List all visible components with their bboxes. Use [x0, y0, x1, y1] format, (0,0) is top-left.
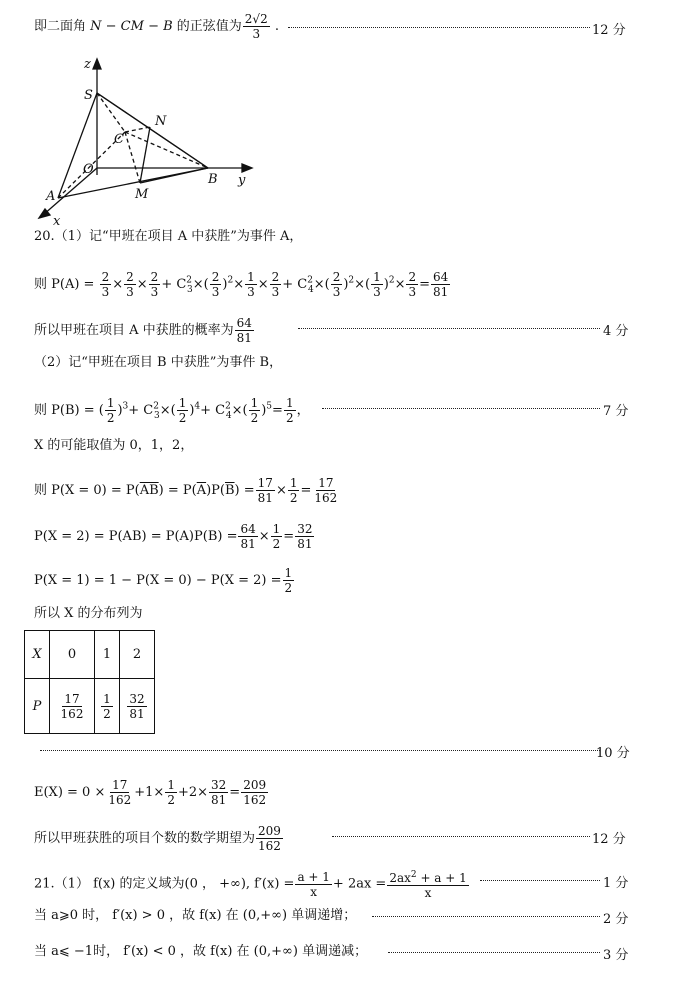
x-values: X 的可能取值为 0，1，2， — [34, 438, 194, 453]
ex-formula: E(X) = 0 × $\frac{17}{162}$ +1× $\frac{1}{2}$ +2× $\frac{32}{81}$ = $\frac{209}{162}$ — [34, 778, 267, 807]
label-C: C — [114, 132, 124, 147]
leader-dots — [388, 944, 600, 960]
label-A: A — [46, 189, 56, 204]
table-cell: 2 — [120, 631, 155, 679]
px1-formula: P(X = 1) = 1 − P(X = 0) − P(X = 2) = $\frac{1}{2}$ — [34, 566, 293, 595]
label-N: N — [155, 114, 167, 129]
score-12a: 12 分 — [592, 23, 626, 38]
table-cell: 0 — [50, 631, 95, 679]
px2-formula: P(X = 2) = P(AB) = P(A)P(B) = $\frac{64}{81}$ × $\frac{1}{2}$ = $\frac{32}{81}$ — [34, 522, 313, 551]
score-12b: 12 分 — [592, 832, 626, 847]
q20-part2: （2）记“甲班在项目 B 中获胜”为事件 B， — [34, 355, 283, 370]
leader-dots — [372, 908, 600, 924]
line-sine-value: 即二面角 N − CM − B 的正弦值为 $\frac{2√2}{3}$ . — [34, 12, 279, 41]
leader-dots — [332, 828, 590, 844]
distribution-table — [24, 630, 155, 734]
edge-CB — [125, 132, 208, 168]
table-cell: X — [25, 631, 50, 679]
leader-dots — [480, 872, 600, 888]
edge-SA — [58, 93, 97, 198]
table-cell: $\frac{1}{2}$ — [95, 679, 120, 734]
pb-formula: 则 P(B) = ( $\frac{1}{2}$ )$^3+ C^2_3\times$( $\frac{1}{2}$ )$^4+ C^2_4\times$( $\frac{1}{2}$ )$^5$= $\frac{1}{2}$ ， — [34, 396, 310, 425]
score-4: 4 分 — [603, 324, 629, 339]
edge-NM — [140, 127, 150, 183]
tetrahedron-figure — [30, 55, 260, 230]
label-O: O — [83, 162, 94, 177]
score-3: 3 分 — [603, 948, 629, 963]
label-y: y — [238, 173, 246, 188]
label-B: B — [208, 172, 218, 187]
q21-case2: 当 a⩽ −1时， f′(x) < 0 ，故 f(x) 在 (0,+∞) 单调递减； — [34, 944, 368, 959]
q21-line1: 21.（1） f(x) 的定义域为(0 ， +∞), f′(x) = $\frac{a + 1}{x}$ + 2ax = $\frac{2ax^2 + a + 1}{x}$ — [34, 869, 467, 900]
table-cell: 1 — [95, 631, 120, 679]
pa-formula: 则 P(A) = $\frac{2}{3}$ × $\frac{2}{3}$ × $\frac{2}{3}$ + $C^2_3\times$( $\frac{2}{3}$ )$^2$× $\frac{1}{3}$ × $\frac{2}{3}$ + $C^2_4\times$( $\frac{2}{3}$ )$^2$×( $\frac{1}{3}$ )$^2$× $\frac{2}{3}$ = $\frac{64}{81}$ — [34, 270, 449, 299]
px0-formula: 则 $P(X = 0) = P(\overline{AB}) = P(\overline{A})P(\overline{B})$ = $\frac{17}{81}$ × $\frac{1}{2}$ = $\frac{17}{162}$ — [34, 476, 338, 505]
leader-dots — [288, 19, 590, 35]
table-cell: P — [25, 679, 50, 734]
label-z: z — [84, 57, 91, 72]
edge-SC — [97, 93, 125, 132]
dist-title: 所以 X 的分布列为 — [34, 606, 143, 621]
q21-case1: 当 a⩾0 时， f′(x) > 0 ，故 f(x) 在 (0,+∞) 单调递增； — [34, 908, 357, 923]
table-cell: $\frac{17}{162}$ — [50, 679, 95, 734]
edge-MB — [140, 168, 208, 183]
label-S: S — [84, 88, 93, 103]
ex-conclusion: 所以甲班获胜的项目个数的数学期望为 $\frac{209}{162}$ — [34, 824, 281, 853]
score-2: 2 分 — [603, 912, 629, 927]
leader-dots — [298, 320, 600, 336]
label-M: M — [135, 187, 149, 202]
edge-CM — [125, 132, 140, 183]
score-7: 7 分 — [603, 404, 629, 419]
score-1: 1 分 — [603, 876, 629, 891]
label-x: x — [53, 214, 61, 229]
q20-heading: 20.（1）记“甲班在项目 A 中获胜”为事件 A， — [34, 229, 303, 244]
score-10: 10 分 — [596, 746, 630, 761]
leader-dots — [322, 400, 600, 416]
edge-CN — [125, 127, 150, 132]
table-cell: $\frac{32}{81}$ — [120, 679, 155, 734]
pa-conclusion: 所以甲班在项目 A 中获胜的概率为 $\frac{64}{81}$ — [34, 316, 252, 345]
leader-dots — [40, 742, 600, 758]
